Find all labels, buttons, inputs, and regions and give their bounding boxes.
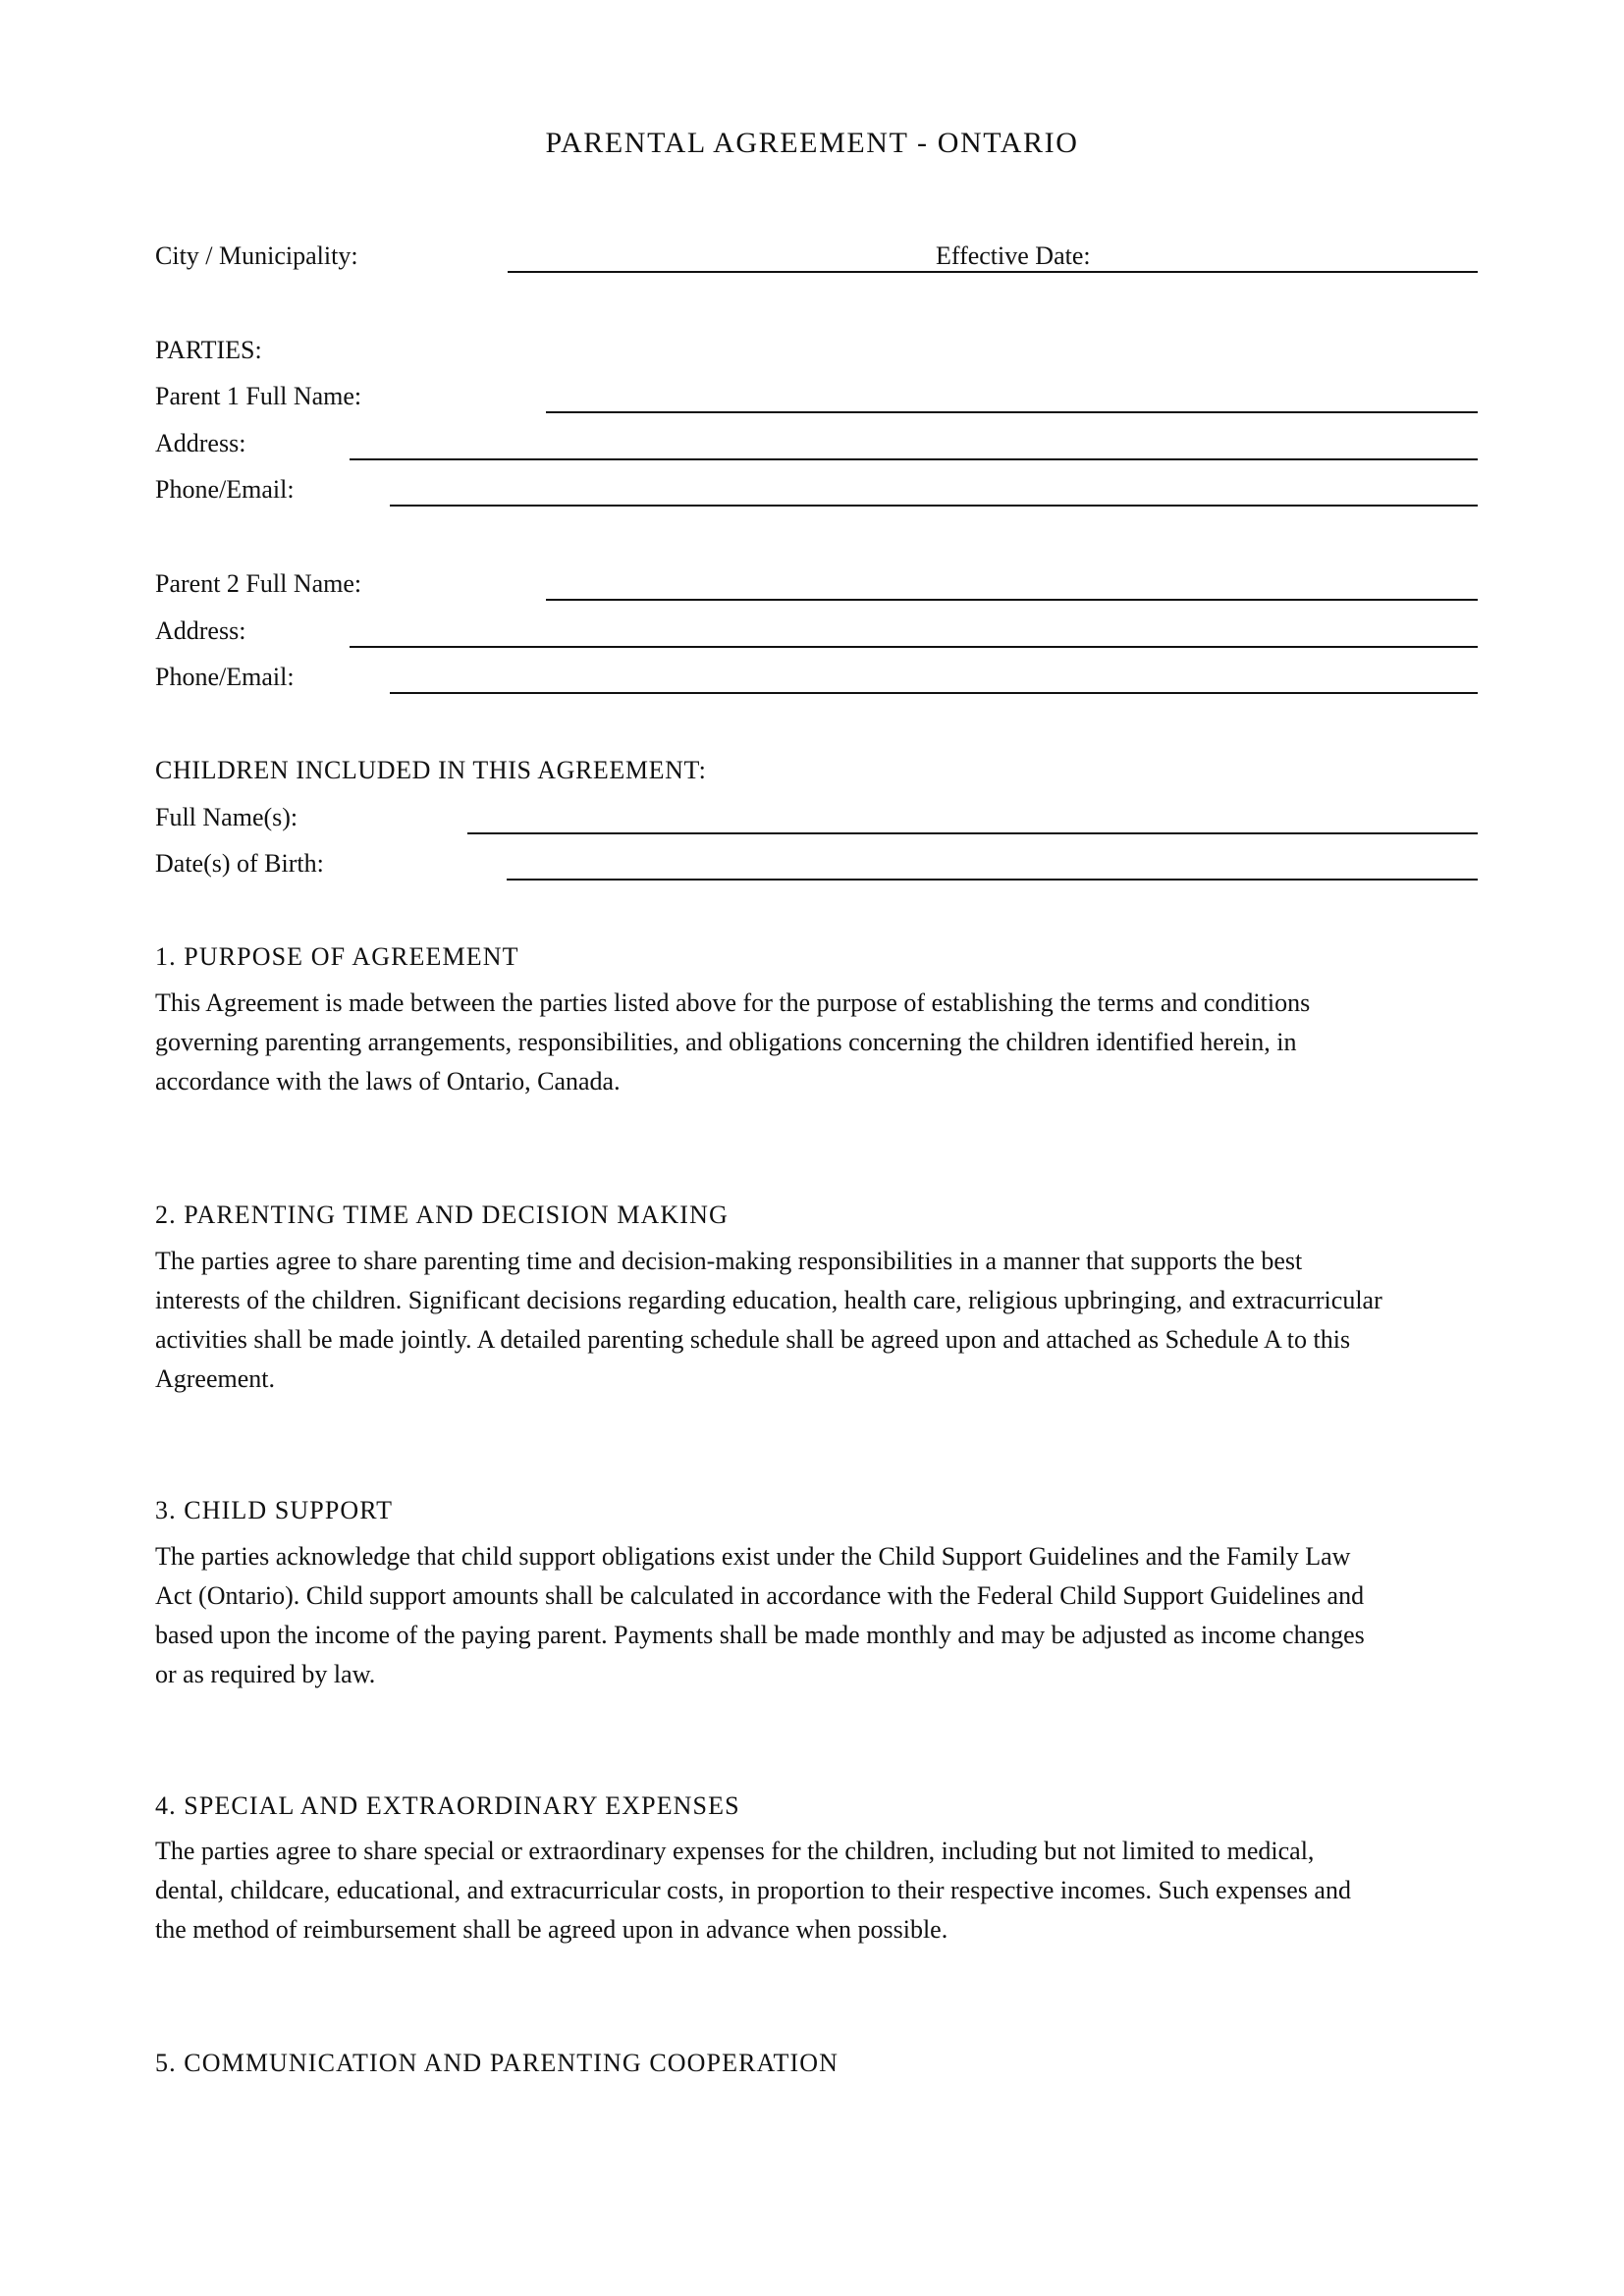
section-2-body	[155, 1242, 1486, 1399]
parent1-address-label: Address:	[155, 429, 246, 457]
children-heading: CHILDREN INCLUDED IN THIS AGREEMENT:	[155, 756, 707, 784]
parent1-contact-line[interactable]	[390, 505, 1478, 507]
effective-date-label: Effective Date:	[936, 241, 1091, 270]
section-4-line: dental, childcare, educational, and extracurricular costs, in proportion to their respective incomes. Such expenses and	[155, 1876, 1351, 1904]
section-4-line: The parties agree to share special or extraordinary expenses for the children, including but not limited to medical,	[155, 1837, 1315, 1865]
section-2-line: Agreement.	[155, 1364, 276, 1393]
parties-heading: PARTIES:	[155, 336, 262, 364]
section-1-heading: 1. PURPOSE OF AGREEMENT	[155, 942, 519, 971]
children-dob-line[interactable]	[507, 879, 1478, 881]
city-municipality-label: City / Municipality:	[155, 241, 358, 270]
children-names-label: Full Name(s):	[155, 803, 298, 831]
section-3-line: The parties acknowledge that child support obligations exist under the Child Support Guidelines and the Family Law	[155, 1542, 1351, 1571]
parent2-name-label: Parent 2 Full Name:	[155, 569, 362, 598]
parent2-contact-line[interactable]	[390, 692, 1478, 694]
parent2-address-line[interactable]	[350, 646, 1478, 648]
section-4-body	[155, 1832, 1486, 1949]
section-3-line: or as required by law.	[155, 1660, 376, 1688]
children-names-line[interactable]	[467, 832, 1478, 834]
section-1-line: This Agreement is made between the parties listed above for the purpose of establishing the terms and conditions	[155, 988, 1311, 1017]
section-3-line: based upon the income of the paying parent. Payments shall be made monthly and may be adjusted as income changes	[155, 1621, 1365, 1649]
section-3-heading: 3. CHILD SUPPORT	[155, 1496, 394, 1524]
section-1-body	[155, 984, 1486, 1101]
parent1-name-line[interactable]	[546, 411, 1478, 413]
section-1-line: governing parenting arrangements, responsibilities, and obligations concerning the children identified herein, in	[155, 1028, 1297, 1056]
parent1-address-line[interactable]	[350, 458, 1478, 460]
section-3-line: Act (Ontario). Child support amounts shall be calculated in accordance with the Federal Child Support Guidelines and	[155, 1581, 1365, 1610]
parent2-address-label: Address:	[155, 616, 246, 645]
section-2-line: activities shall be made jointly. A detailed parenting schedule shall be agreed upon and attached as Schedule A to this	[155, 1325, 1351, 1354]
parent2-name-line[interactable]	[546, 599, 1478, 601]
parent1-contact-label: Phone/Email:	[155, 475, 295, 504]
section-2-line: interests of the children. Significant decisions regarding education, health care, religious upbringing, and extracurricular	[155, 1286, 1382, 1314]
section-4-line: the method of reimbursement shall be agreed upon in advance when possible.	[155, 1915, 948, 1944]
parent1-name-label: Parent 1 Full Name:	[155, 382, 362, 410]
section-2-line: The parties agree to share parenting time and decision-making responsibilities in a manner that supports the best	[155, 1247, 1303, 1275]
section-5-heading: 5. COMMUNICATION AND PARENTING COOPERATION	[155, 2049, 839, 2077]
section-3-body	[155, 1537, 1486, 1694]
document-title: PARENTAL AGREEMENT - ONTARIO	[545, 127, 1079, 159]
children-dob-label: Date(s) of Birth:	[155, 849, 324, 878]
parent2-contact-label: Phone/Email:	[155, 663, 295, 691]
section-4-heading: 4. SPECIAL AND EXTRAORDINARY EXPENSES	[155, 1791, 740, 1820]
section-2-heading: 2. PARENTING TIME AND DECISION MAKING	[155, 1201, 729, 1229]
section-1-line: accordance with the laws of Ontario, Canada.	[155, 1067, 621, 1095]
